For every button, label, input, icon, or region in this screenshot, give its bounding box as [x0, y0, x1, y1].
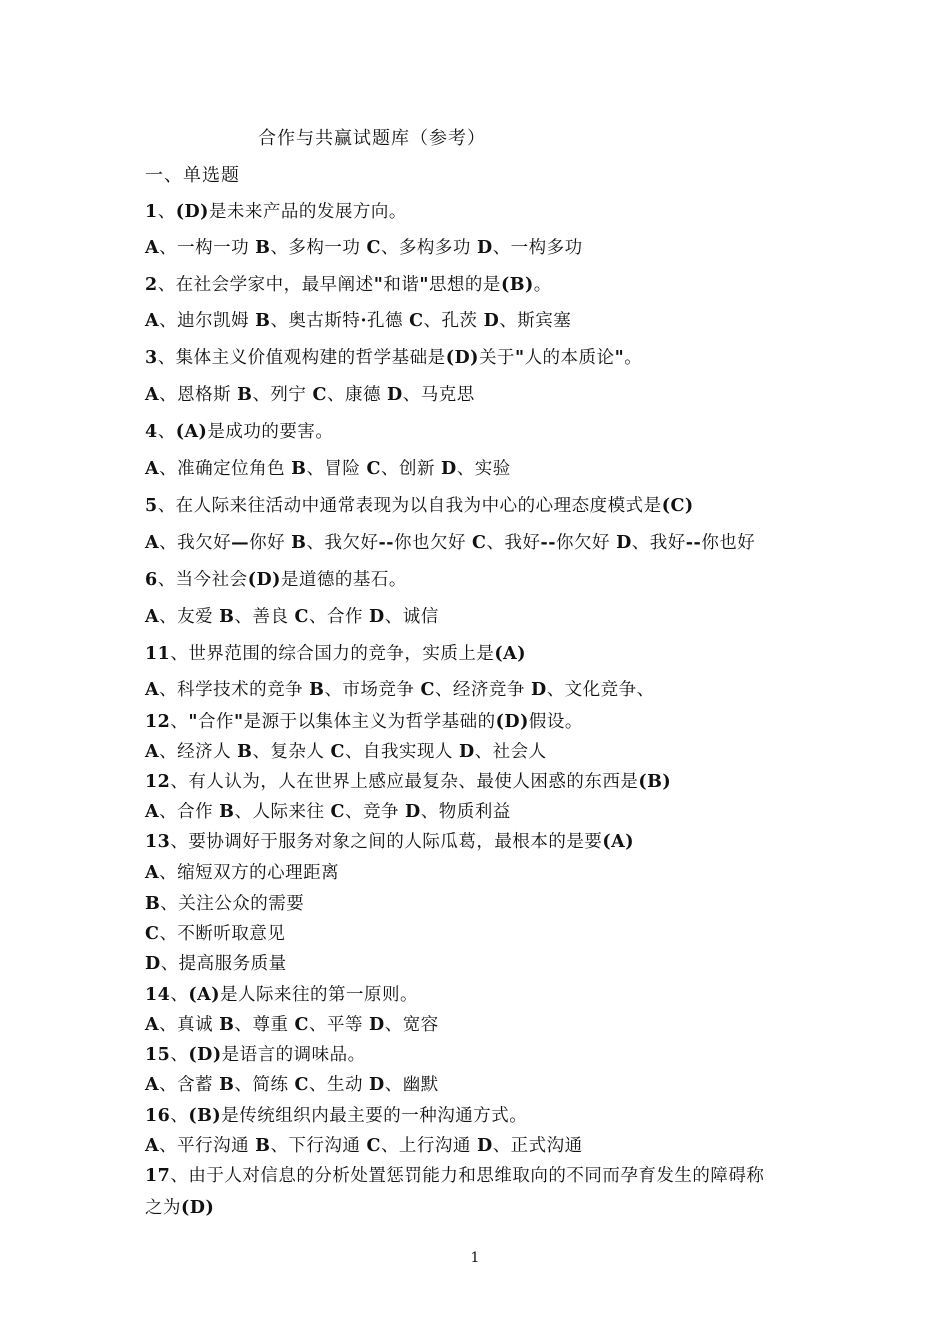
bold-segment: A [145, 459, 160, 479]
text-segment: 、诚信 [384, 607, 439, 627]
text-segment: 是源于以集体主义为哲学基础的 [243, 712, 496, 732]
bold-segment: (D) [495, 712, 529, 732]
text-line [145, 708, 583, 733]
text-segment: 是道德的基石。 [280, 570, 407, 590]
text-segment: 、我欠好 [159, 533, 232, 553]
bold-segment: D [459, 742, 475, 762]
text-segment: 、创新 [380, 459, 442, 479]
text-line [145, 950, 287, 975]
bold-segment: C [420, 680, 435, 700]
bold-segment: D [145, 954, 161, 974]
text-segment: 假设。 [528, 712, 583, 732]
text-segment: 、在社会学家中，最早阐述 [157, 275, 374, 295]
bold-segment: C [330, 802, 345, 822]
text-segment: 、我好 [486, 533, 541, 553]
bold-segment: -- [378, 533, 394, 553]
text-segment: 、科学技术的竞争 [159, 680, 310, 700]
text-segment: 你也欠好 [393, 533, 473, 553]
bold-segment: B [255, 311, 271, 331]
text-segment: 、物质利益 [420, 802, 511, 822]
text-segment: 、一构一功 [159, 238, 256, 258]
bold-segment: D [405, 802, 421, 822]
text-segment: 、孔茨 [423, 311, 484, 331]
text-segment: 是人际来往的第一原则。 [220, 985, 418, 1005]
bold-segment: " [514, 348, 525, 368]
text-segment: 、实验 [456, 459, 511, 479]
text-line [145, 455, 511, 480]
text-segment: 你也好 [701, 533, 756, 553]
text-line [145, 828, 634, 853]
text-line [145, 920, 285, 945]
text-segment: 。 [533, 275, 552, 295]
text-line [145, 381, 475, 406]
bold-segment: B [237, 742, 253, 762]
text-line [145, 1011, 439, 1036]
bold-segment: (A) [602, 832, 634, 852]
text-segment: 、合作 [159, 802, 220, 822]
bold-segment: -- [540, 533, 557, 553]
text-segment: 是语言的调味品。 [221, 1045, 366, 1065]
text-line [145, 418, 333, 443]
text-segment: 之为 [145, 1198, 181, 1218]
bold-segment: (C) [661, 496, 694, 516]
bold-segment: B [291, 459, 307, 479]
text-segment: 、迪尔凯姆 [159, 311, 256, 331]
text-line [145, 198, 407, 223]
bold-segment: A [145, 238, 160, 258]
text-segment: 、正式沟通 [492, 1136, 583, 1156]
bold-segment: " [233, 712, 244, 732]
bold-segment: C [294, 1015, 309, 1035]
text-segment: 、宽容 [384, 1015, 439, 1035]
page-title: 合作与共赢试题库（参考） [258, 128, 486, 149]
bold-segment: A [145, 863, 160, 883]
bold-segment: B [219, 1015, 235, 1035]
text-segment: 、善良 [234, 607, 295, 627]
text-segment: 、市场竞争 [324, 680, 421, 700]
text-segment: 、尊重 [234, 1015, 295, 1035]
text-line [145, 738, 547, 763]
text-segment: 、由于人对信息的分析处置惩罚能力和思维取向的不同而孕育发生的障碍称 [170, 1166, 765, 1186]
bold-segment: — [231, 533, 250, 553]
text-segment: 、自我实现人 [344, 742, 459, 762]
text-segment: 、恩格斯 [159, 385, 238, 405]
text-segment: 、一构多功 [492, 238, 583, 258]
bold-segment: 12 [145, 772, 171, 792]
bold-segment: C [312, 385, 327, 405]
text-segment: 、冒险 [306, 459, 367, 479]
text-line [145, 603, 439, 628]
bold-segment: 17 [145, 1166, 171, 1186]
text-segment: 、 [170, 1045, 189, 1065]
bold-segment: B [145, 894, 161, 914]
bold-segment: D [531, 680, 547, 700]
bold-segment: A [145, 802, 160, 822]
text-segment: 关于 [478, 348, 515, 368]
text-segment: 、合作 [308, 607, 370, 627]
text-line [145, 529, 755, 554]
text-segment: 、复杂人 [252, 742, 331, 762]
text-segment: 、经济竞争 [434, 680, 531, 700]
text-segment: 、我欠好 [306, 533, 379, 553]
bold-segment: (A) [175, 422, 208, 442]
text-segment: 、斯宾塞 [499, 311, 572, 331]
text-segment: 、准确定位角色 [159, 459, 292, 479]
bold-segment: 3 [145, 348, 158, 368]
text-segment: 、我好 [631, 533, 686, 553]
text-segment: 、奥古斯特 [270, 311, 361, 331]
text-segment: 、竞争 [344, 802, 406, 822]
text-segment: 你欠好 [556, 533, 617, 553]
text-segment: 、关注公众的需要 [160, 894, 305, 914]
text-segment: 你好 [249, 533, 292, 553]
bold-segment: " [419, 275, 429, 295]
text-line [145, 798, 511, 823]
text-line [145, 768, 671, 793]
text-segment: 、简练 [234, 1075, 295, 1095]
bold-segment: 5 [145, 496, 158, 516]
text-segment: 、世界范围的综合国力的竞争，实质上是 [170, 644, 495, 664]
bold-segment: (B) [188, 1106, 222, 1126]
bold-segment: D [441, 459, 457, 479]
text-segment: 合作 [197, 712, 234, 732]
text-segment: 、在人际来往活动中通常表现为以自我为中心的心理态度模式是 [157, 496, 662, 516]
bold-segment: 4 [145, 422, 158, 442]
bold-segment: A [145, 680, 160, 700]
bold-segment: 6 [145, 570, 158, 590]
text-segment: 、当今社会 [157, 570, 248, 590]
text-segment: 、友爱 [159, 607, 220, 627]
bold-segment: B [309, 680, 325, 700]
text-segment: 、文化竞争、 [546, 680, 655, 700]
bold-segment: 11 [145, 644, 171, 664]
text-line [145, 890, 304, 915]
bold-segment: A [145, 1075, 160, 1095]
text-segment: 、集体主义价值观构建的哲学基础是 [157, 348, 446, 368]
text-segment: 、康德 [326, 385, 388, 405]
text-line [145, 1041, 366, 1066]
bold-segment: " [614, 348, 625, 368]
text-segment: 、 [170, 712, 189, 732]
text-line [145, 676, 655, 701]
text-segment: 是传统组织内最主要的一种沟通方式。 [221, 1106, 528, 1126]
bold-segment: A [145, 533, 160, 553]
bold-segment: C [366, 1136, 381, 1156]
bold-segment: · [360, 311, 368, 331]
bold-segment: C [366, 238, 381, 258]
bold-segment: C [330, 742, 345, 762]
bold-segment: 2 [145, 275, 158, 295]
text-line [145, 1071, 439, 1096]
text-segment: 、 [157, 202, 176, 222]
bold-segment: (D) [247, 570, 281, 590]
text-segment: 、马克思 [402, 385, 475, 405]
text-segment: 、含蓄 [159, 1075, 220, 1095]
bold-segment: D [477, 238, 493, 258]
bold-segment: (D) [181, 1198, 215, 1218]
bold-segment: A [145, 1136, 160, 1156]
bold-segment: A [145, 607, 160, 627]
text-segment: 、人际来往 [234, 802, 331, 822]
bold-segment: (D) [175, 202, 209, 222]
bold-segment: C [145, 924, 160, 944]
bold-segment: 12 [145, 712, 171, 732]
bold-segment: C [294, 607, 309, 627]
text-line [145, 1102, 527, 1127]
text-segment: 孔德 [367, 311, 410, 331]
bold-segment: C [366, 459, 381, 479]
bold-segment: 16 [145, 1106, 171, 1126]
text-segment: 、列宁 [252, 385, 313, 405]
text-segment: 、 [157, 422, 176, 442]
bold-segment: 15 [145, 1045, 171, 1065]
text-segment: 思想的是 [428, 275, 501, 295]
bold-segment: -- [685, 533, 702, 553]
text-segment: 。 [624, 348, 643, 368]
bold-segment: (B) [638, 772, 672, 792]
bold-segment: D [387, 385, 403, 405]
bold-segment: C [472, 533, 487, 553]
text-segment: 、平等 [308, 1015, 370, 1035]
bold-segment: A [145, 742, 160, 762]
text-segment: 人的本质论 [524, 348, 615, 368]
text-segment: 、上行沟通 [380, 1136, 477, 1156]
text-segment: 是未来产品的发展方向。 [208, 202, 407, 222]
bold-segment: C [409, 311, 424, 331]
bold-segment: A [145, 1015, 160, 1035]
bold-segment: B [291, 533, 307, 553]
text-segment: 、下行沟通 [270, 1136, 367, 1156]
text-segment: 、生动 [308, 1075, 370, 1095]
bold-segment: D [483, 311, 500, 331]
text-segment: 、缩短双方的心理距离 [159, 863, 340, 883]
bold-segment: B [255, 238, 271, 258]
text-segment: 、平行沟通 [159, 1136, 256, 1156]
bold-segment: (A) [494, 644, 526, 664]
text-segment: 、真诚 [159, 1015, 220, 1035]
bold-segment: A [145, 385, 160, 405]
text-segment: 、幽默 [384, 1075, 439, 1095]
bold-segment: D [616, 533, 632, 553]
text-segment: 、要协调好于服务对象之间的人际瓜葛，最根本的是要 [170, 832, 603, 852]
bold-segment: D [369, 1015, 385, 1035]
text-line [145, 492, 694, 517]
bold-segment: D [369, 1075, 385, 1095]
text-segment: 、多构多功 [380, 238, 477, 258]
text-segment: 、经济人 [159, 742, 238, 762]
bold-segment: " [188, 712, 198, 732]
text-line [145, 566, 407, 591]
bold-segment: " [373, 275, 384, 295]
bold-segment: 1 [145, 202, 158, 222]
bold-segment: B [219, 802, 235, 822]
bold-segment: A [145, 311, 160, 331]
bold-segment: B [255, 1136, 271, 1156]
text-line [145, 1194, 214, 1219]
bold-segment: (A) [188, 985, 220, 1005]
bold-segment: B [219, 1075, 235, 1095]
bold-segment: (D) [445, 348, 479, 368]
bold-segment: C [294, 1075, 309, 1095]
text-segment: 、不断听取意见 [159, 924, 286, 944]
bold-segment: (D) [188, 1045, 222, 1065]
text-line [145, 859, 339, 884]
text-segment: 、社会人 [474, 742, 547, 762]
bold-segment: (B) [500, 275, 534, 295]
text-segment: 、 [170, 1106, 189, 1126]
text-segment: 和谐 [383, 275, 420, 295]
bold-segment: 14 [145, 985, 171, 1005]
text-line [145, 307, 571, 332]
bold-segment: B [237, 385, 253, 405]
bold-segment: D [369, 607, 385, 627]
text-line [145, 640, 526, 665]
text-segment: 是成功的要害。 [207, 422, 334, 442]
section-heading: 一、单选题 [145, 165, 240, 186]
text-segment: 、提高服务质量 [160, 954, 287, 974]
text-line [145, 981, 418, 1006]
text-line [145, 234, 583, 259]
text-line [145, 1162, 764, 1187]
text-segment: 、 [170, 985, 189, 1005]
text-segment: 、多构一功 [270, 238, 367, 258]
text-line [145, 271, 552, 296]
bold-segment: 13 [145, 832, 171, 852]
bold-segment: B [219, 607, 235, 627]
bold-segment: D [477, 1136, 493, 1156]
text-line [145, 1132, 583, 1157]
page-number: 1 [470, 1250, 480, 1266]
text-segment: 、有人认为，人在世界上感应最复杂、最使人困惑的东西是 [170, 772, 639, 792]
text-line [145, 344, 642, 369]
